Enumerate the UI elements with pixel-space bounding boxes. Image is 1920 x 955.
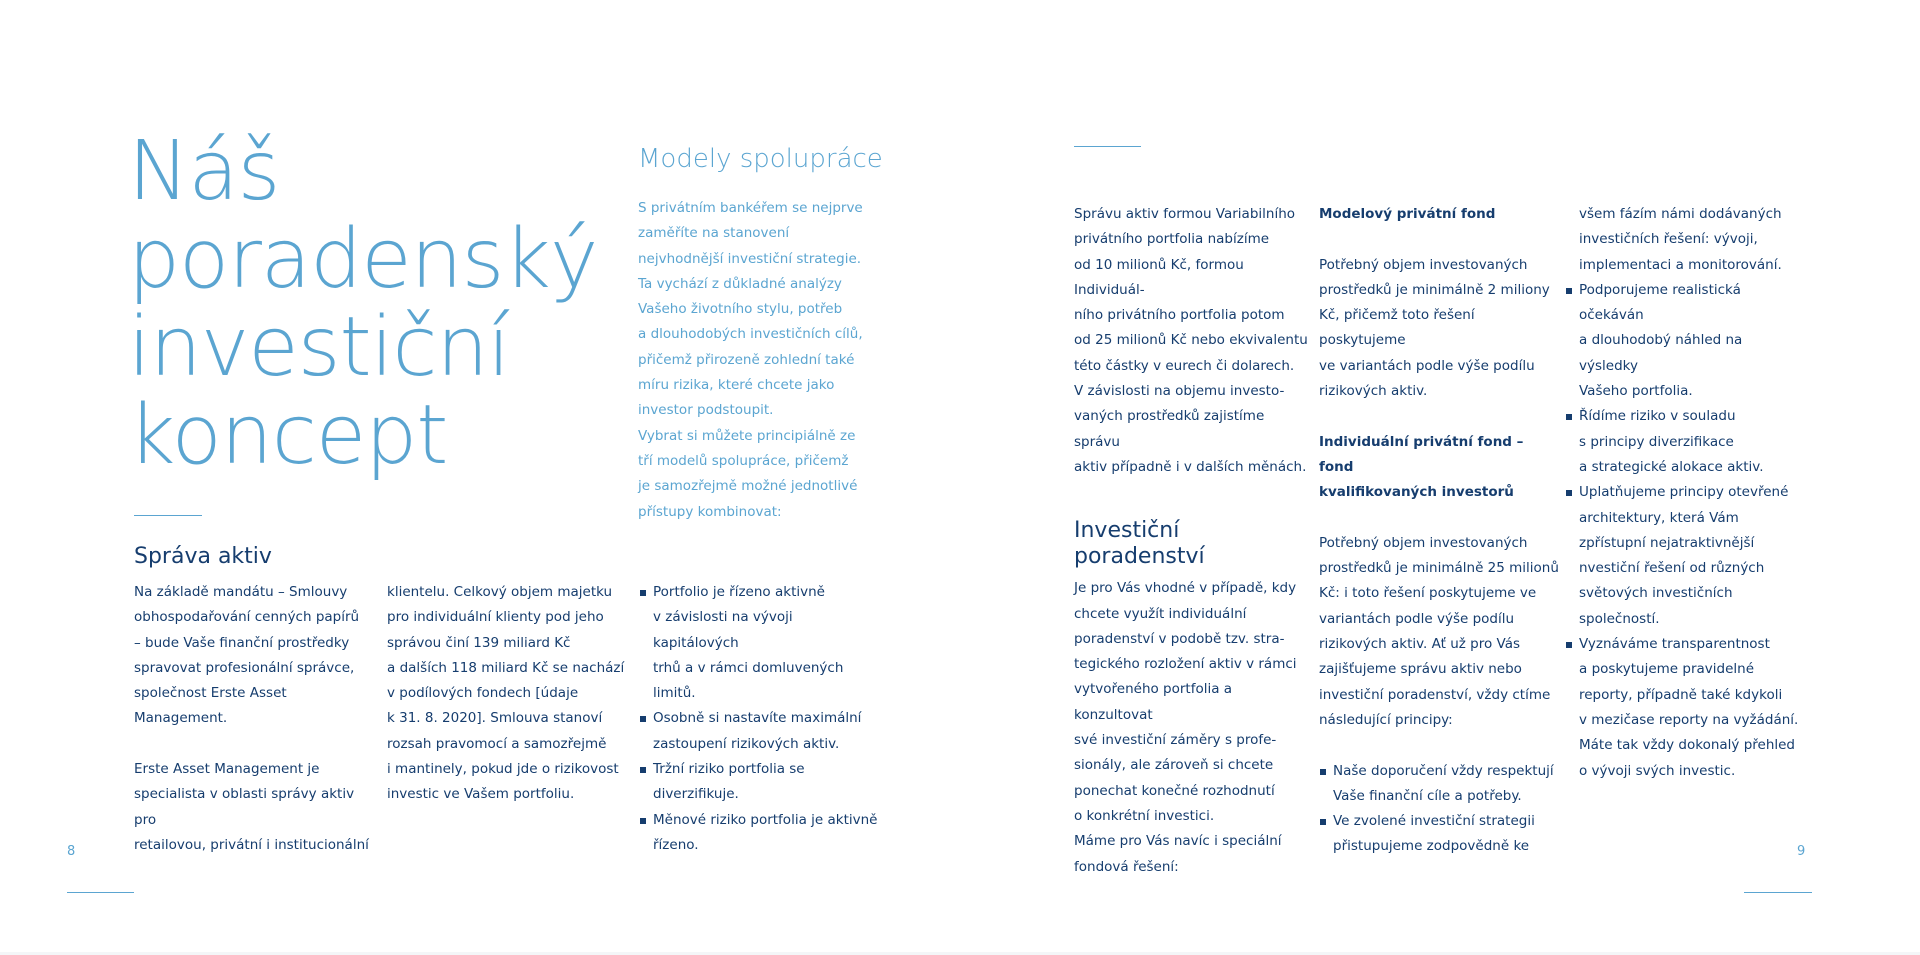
- list-item: Ve zvolené investiční strategii přistupujeme zodpovědně ke: [1319, 809, 1559, 860]
- section-title-sprava-aktiv: Správa aktiv: [134, 544, 272, 569]
- heading-individual-fund: Individuální privátní fond – fond kvalifikovaných investorů: [1319, 433, 1524, 501]
- left-column-2: [387, 580, 627, 808]
- portfolio-bullets: [639, 580, 879, 858]
- title-line-4: koncept: [128, 388, 448, 483]
- list-item: Měnové riziko portfolia je aktivně řízeno.: [639, 808, 879, 859]
- paragraph-client-volume: klientelu. Celkový objem majetku pro individuální klienty pod jeho správou činí 139 miliard Kč a dalších 118 miliard Kč se nachází v podílových fondech [údaje k 31. 8. 2020]. Smlouva stanoví rozsah pravomocí a samozřejmě i mantinely, pokud jde o rizikovost investic ve Vašem portfoliu.: [387, 584, 625, 803]
- paragraph-model-fund: Potřebný objem investovaných prostředků je minimálně 2 miliony Kč, přičemž toto řešení poskytujeme ve variantách podle výše podílu rizikových aktiv.: [1319, 256, 1550, 400]
- right-column-1: [1074, 202, 1314, 880]
- title-line-2: poradenský: [128, 212, 598, 307]
- right-column-3: [1565, 202, 1805, 784]
- page-number-right: 9: [1797, 844, 1806, 859]
- paragraph-continuation: všem fázím námi dodávaných investičních řešení: vývoji, implementaci a monitorování.: [1579, 206, 1782, 273]
- title-line-1: Náš: [128, 124, 280, 219]
- list-item: Portfolio je řízeno aktivně v závislosti na vývoji kapitálových trhů a v rámci domluvených limitů.: [639, 580, 879, 706]
- paragraph-erste-am: Erste Asset Management je specialista v oblasti správy aktiv pro retailovou, privátní i institucionální: [134, 761, 369, 853]
- paragraph-portfolio-offer: Správu aktiv formou Variabilního privátního portfolia nabízíme od 10 milionů Kč, formou Individuál- ního privátního portfolia potom od 25 milionů Kč nebo ekvivalentu této částky v eurech či dolarech. V závislosti na objemu investo- vaných prostředků zajistíme správu aktiv případně i v dalších měnách.: [1074, 206, 1308, 475]
- heading-investicni-poradenstvi: Investiční poradenství: [1074, 518, 1205, 570]
- right-column-2: [1319, 202, 1559, 860]
- models-paragraph: S privátním bankéřem se nejprve zaměříte na stanovení nejvhodnější investiční strategie. Ta vychází z důkladné analýzy Vašeho životního stylu, potřeb a dlouhodobých investičních cílů, přičemž přirozeně zohlední také míru rizika, které chcete jako investor podstoupit. Vybrat si můžete principiálně ze tří modelů spolupráce, přičemž je samozřejmě možné jednotlivé přístupy kombinovat:: [638, 200, 863, 520]
- list-item: Osobně si nastavíte maximální zastoupení rizikových aktiv.: [639, 706, 879, 757]
- list-item: Vyznáváme transparentnost a poskytujeme pravidelné reporty, případně také kdykoli v mezičase reporty na vyžádání. Máte tak vždy dokonalý přehled o vývoji svých investic.: [1565, 632, 1805, 784]
- top-rule-right: [1074, 146, 1141, 147]
- list-item: Řídíme riziko v souladu s principy diverzifikace a strategické alokace aktiv.: [1565, 404, 1805, 480]
- title-line-3: investiční: [128, 300, 510, 395]
- list-item: Uplatňujeme principy otevřené architektury, která Vám zpřístupní nejatraktivnější nvestiční řešení od různých světových investičních společností.: [1565, 480, 1805, 632]
- paragraph-advisory: Je pro Vás vhodné v případě, kdy chcete využít individuální poradenství v podobě tzv. stra- tegického rozložení aktiv v rámci vytvořeného portfolia a konzultovat své investiční záměry s profe- sionály, ale zároveň si chcete ponechat konečné rozhodnutí o konkrétní investici. Máme pro Vás navíc i speciální fondová řešení:: [1074, 580, 1297, 875]
- list-item: Tržní riziko portfolia se diverzifikuje.: [639, 757, 879, 808]
- list-item: Naše doporučení vždy respektují Vaše finanční cíle a potřeby.: [1319, 759, 1559, 810]
- title-divider: [134, 515, 202, 516]
- principles-bullets-continued: [1565, 278, 1805, 784]
- left-column-1: [134, 580, 374, 858]
- paragraph-mandate: Na základě mandátu – Smlouvy obhospodařování cenných papírů – bude Vaše finanční prostředky spravovat profesionální správce, společnost Erste Asset Management.: [134, 584, 360, 727]
- paragraph-individual-fund: Potřebný objem investovaných prostředků je minimálně 25 milionů Kč: i toto řešení poskytujeme ve variantách podle výše podílu rizikových aktiv. Ať už pro Vás zajišťujeme správu aktiv nebo investiční poradenství, vždy ctíme následující principy:: [1319, 534, 1559, 728]
- left-column-3: [639, 580, 879, 858]
- footer-rule-right: [1744, 892, 1812, 893]
- models-column: [638, 196, 878, 525]
- footer-rule-left: [67, 892, 134, 893]
- main-title: [128, 124, 628, 483]
- models-title: Modely spolupráce: [638, 144, 883, 174]
- heading-model-fund: Modelový privátní fond: [1319, 206, 1496, 222]
- principles-bullets: [1319, 759, 1559, 860]
- list-item: Podporujeme realistická očekáván a dlouhodobý náhled na výsledky Vašeho portfolia.: [1565, 278, 1805, 404]
- page-number-left: 8: [67, 844, 76, 859]
